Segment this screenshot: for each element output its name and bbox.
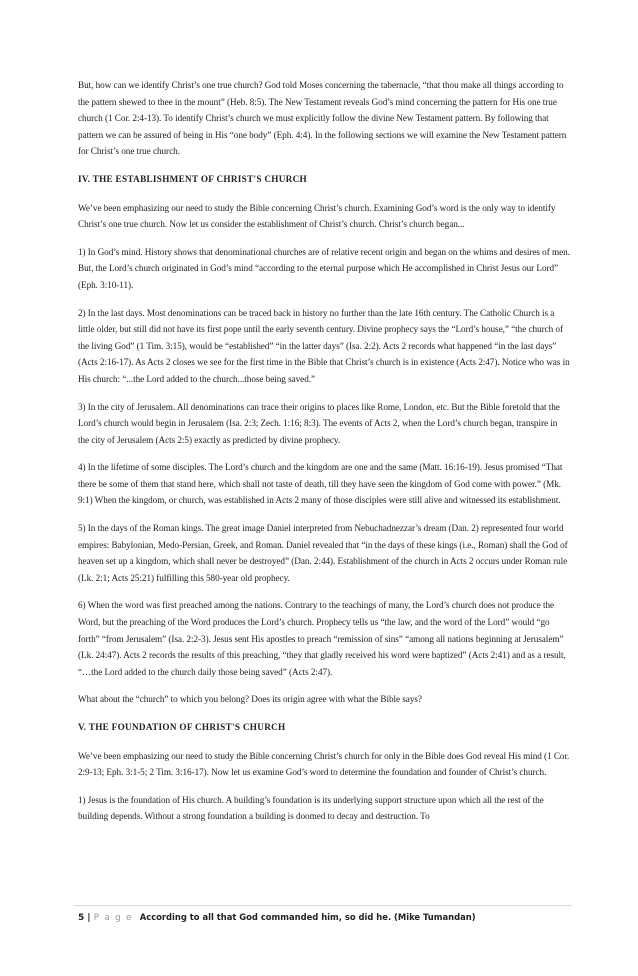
page-footer <box>78 910 476 925</box>
section-heading: V. THE FOUNDATION OF CHRIST'S CHURCH <box>78 722 286 732</box>
paragraph: 1) Jesus is the foundation of His church. A building’s foundation is its underlying support structure upon which all the rest of the building depends. Without a strong foundation a building is doomed to decay and destruction. To <box>78 794 544 822</box>
footer-quote: According to all that God commanded him, so did he. (Mike Tumandan) <box>139 912 476 922</box>
footer-divider <box>74 905 572 906</box>
paragraph: 2) In the last days. Most denominations can be traced back in history no further than the late 16th century. The Catholic Church is a little older, but still did not have its first pope until the early seventh century. Divine prophecy says the “Lord’s house,” “the church of the living God” (1 Tim. 3:15), would be “established” “in the latter days” (Isa. 2:2). Acts 2 records what happened “in the last days” (Acts 2:16-17). As Acts 2 closes we see for the first time in the Bible that Christ’s church is in existence (Acts 2:47). Notice who was in His church: “...the Lord added to the church...those being saved.” <box>78 307 570 384</box>
paragraph: 5) In the days of the Roman kings. The great image Daniel interpreted from Nebuchadnezzar’s dream (Dan. 2) represented four world empires: Babylonian, Medo-Persian, Greek, and Roman. Daniel revealed that “in the days of these kings (i.e., Roman) shall the God of heaven set up a kingdom, which shall never be destroyed” (Dan. 2:44). Establishment of the church in Acts 2 occurs under Roman rule (Lk. 2:1; Acts 25:21) fulfilling this 580-year old prophecy. <box>78 523 568 583</box>
paragraph: 1) In God’s mind. History shows that denominational churches are of relative recent origin and began on the whims and desires of men. But, the Lord’s church originated in God’s mind “according to the eternal purpose which He accomplished in Christ Jesus our Lord” (Eph. 3:10-11). <box>78 246 570 290</box>
page-number: 5 <box>78 913 85 923</box>
paragraph: But, how can we identify Christ’s one true church? God told Moses concerning the tabernacle, “that thou make all things according to the pattern shewed to thee in the mount” (Heb. 8:5). The New Testament reveals God’s mind concerning the pattern for His one true church (1 Cor. 2:4-13). To identify Christ’s church we must explicitly follow the divine New Testament pattern. By following that pattern we can be assured of being in His “one body” (Eph. 4:4). In the following sections we will examine the New Testament pattern for Christ’s one true church. <box>78 80 567 157</box>
paragraph: 6) When the word was first preached among the nations. Contrary to the teachings of many, the Lord’s church does not produce the Word, but the preaching of the Word produces the Lord’s church. Prophecy tells us “the law, and the word of the Lord” would “go forth” “from Jerusalem” (Isa. 2:2-3). Jesus sent His apostles to preach “remission of sins” “among all nations beginning at Jerusalem” (Lk. 24:47). Acts 2 records the results of this preaching, “they that gladly received his word were baptized” (Acts 2:41) and as a result, “…the Lord added to the church daily those being saved” (Acts 2:47). <box>78 600 566 677</box>
paragraph: 3) In the city of Jerusalem. All denominations can trace their origins to places like Rome, London, etc. But the Bible foretold that the Lord’s church would begin in Jerusalem (Isa. 2:3; Zech. 1:16; 8:3). The events of Acts 2, when the Lord’s church began, transpire in the city of Jerusalem (Acts 2:5) exactly as predicted by divine prophecy. <box>78 401 560 445</box>
paragraph: What about the “church” to which you belong? Does its origin agree with what the Bible says? <box>78 694 422 705</box>
section-heading: IV. THE ESTABLISHMENT OF CHRIST'S CHURCH <box>78 173 307 184</box>
paragraph: We’ve been emphasizing our need to study the Bible concerning Christ’s church. Examining God’s word is the only way to identify Christ’s one true church. Now let us consider the establishment of Christ’s church. Christ’s church began... <box>78 202 556 230</box>
page-body <box>78 77 570 836</box>
page-word: P a g e <box>93 913 133 923</box>
footer-separator: | <box>87 913 91 923</box>
paragraph: 4) In the lifetime of some disciples. The Lord’s church and the kingdom are one and the same (Matt. 16:16-19). Jesus promised “That there be some of them that stand here, which shall not taste of death, till they have seen the kingdom of God come with power.” (Mk. 9:1) When the kingdom, or church, was established in Acts 2 many of those disciples were still alive and witnessed its establishment. <box>78 462 563 506</box>
paragraph: We’ve been emphasizing our need to study the Bible concerning Christ’s church for only in the Bible does God reveal His mind (1 Cor. 2:9-13; Eph. 3:1-5; 2 Tim. 3:16-17). Now let us examine God’s word to determine the foundation and founder of Christ’s church. <box>78 750 570 778</box>
